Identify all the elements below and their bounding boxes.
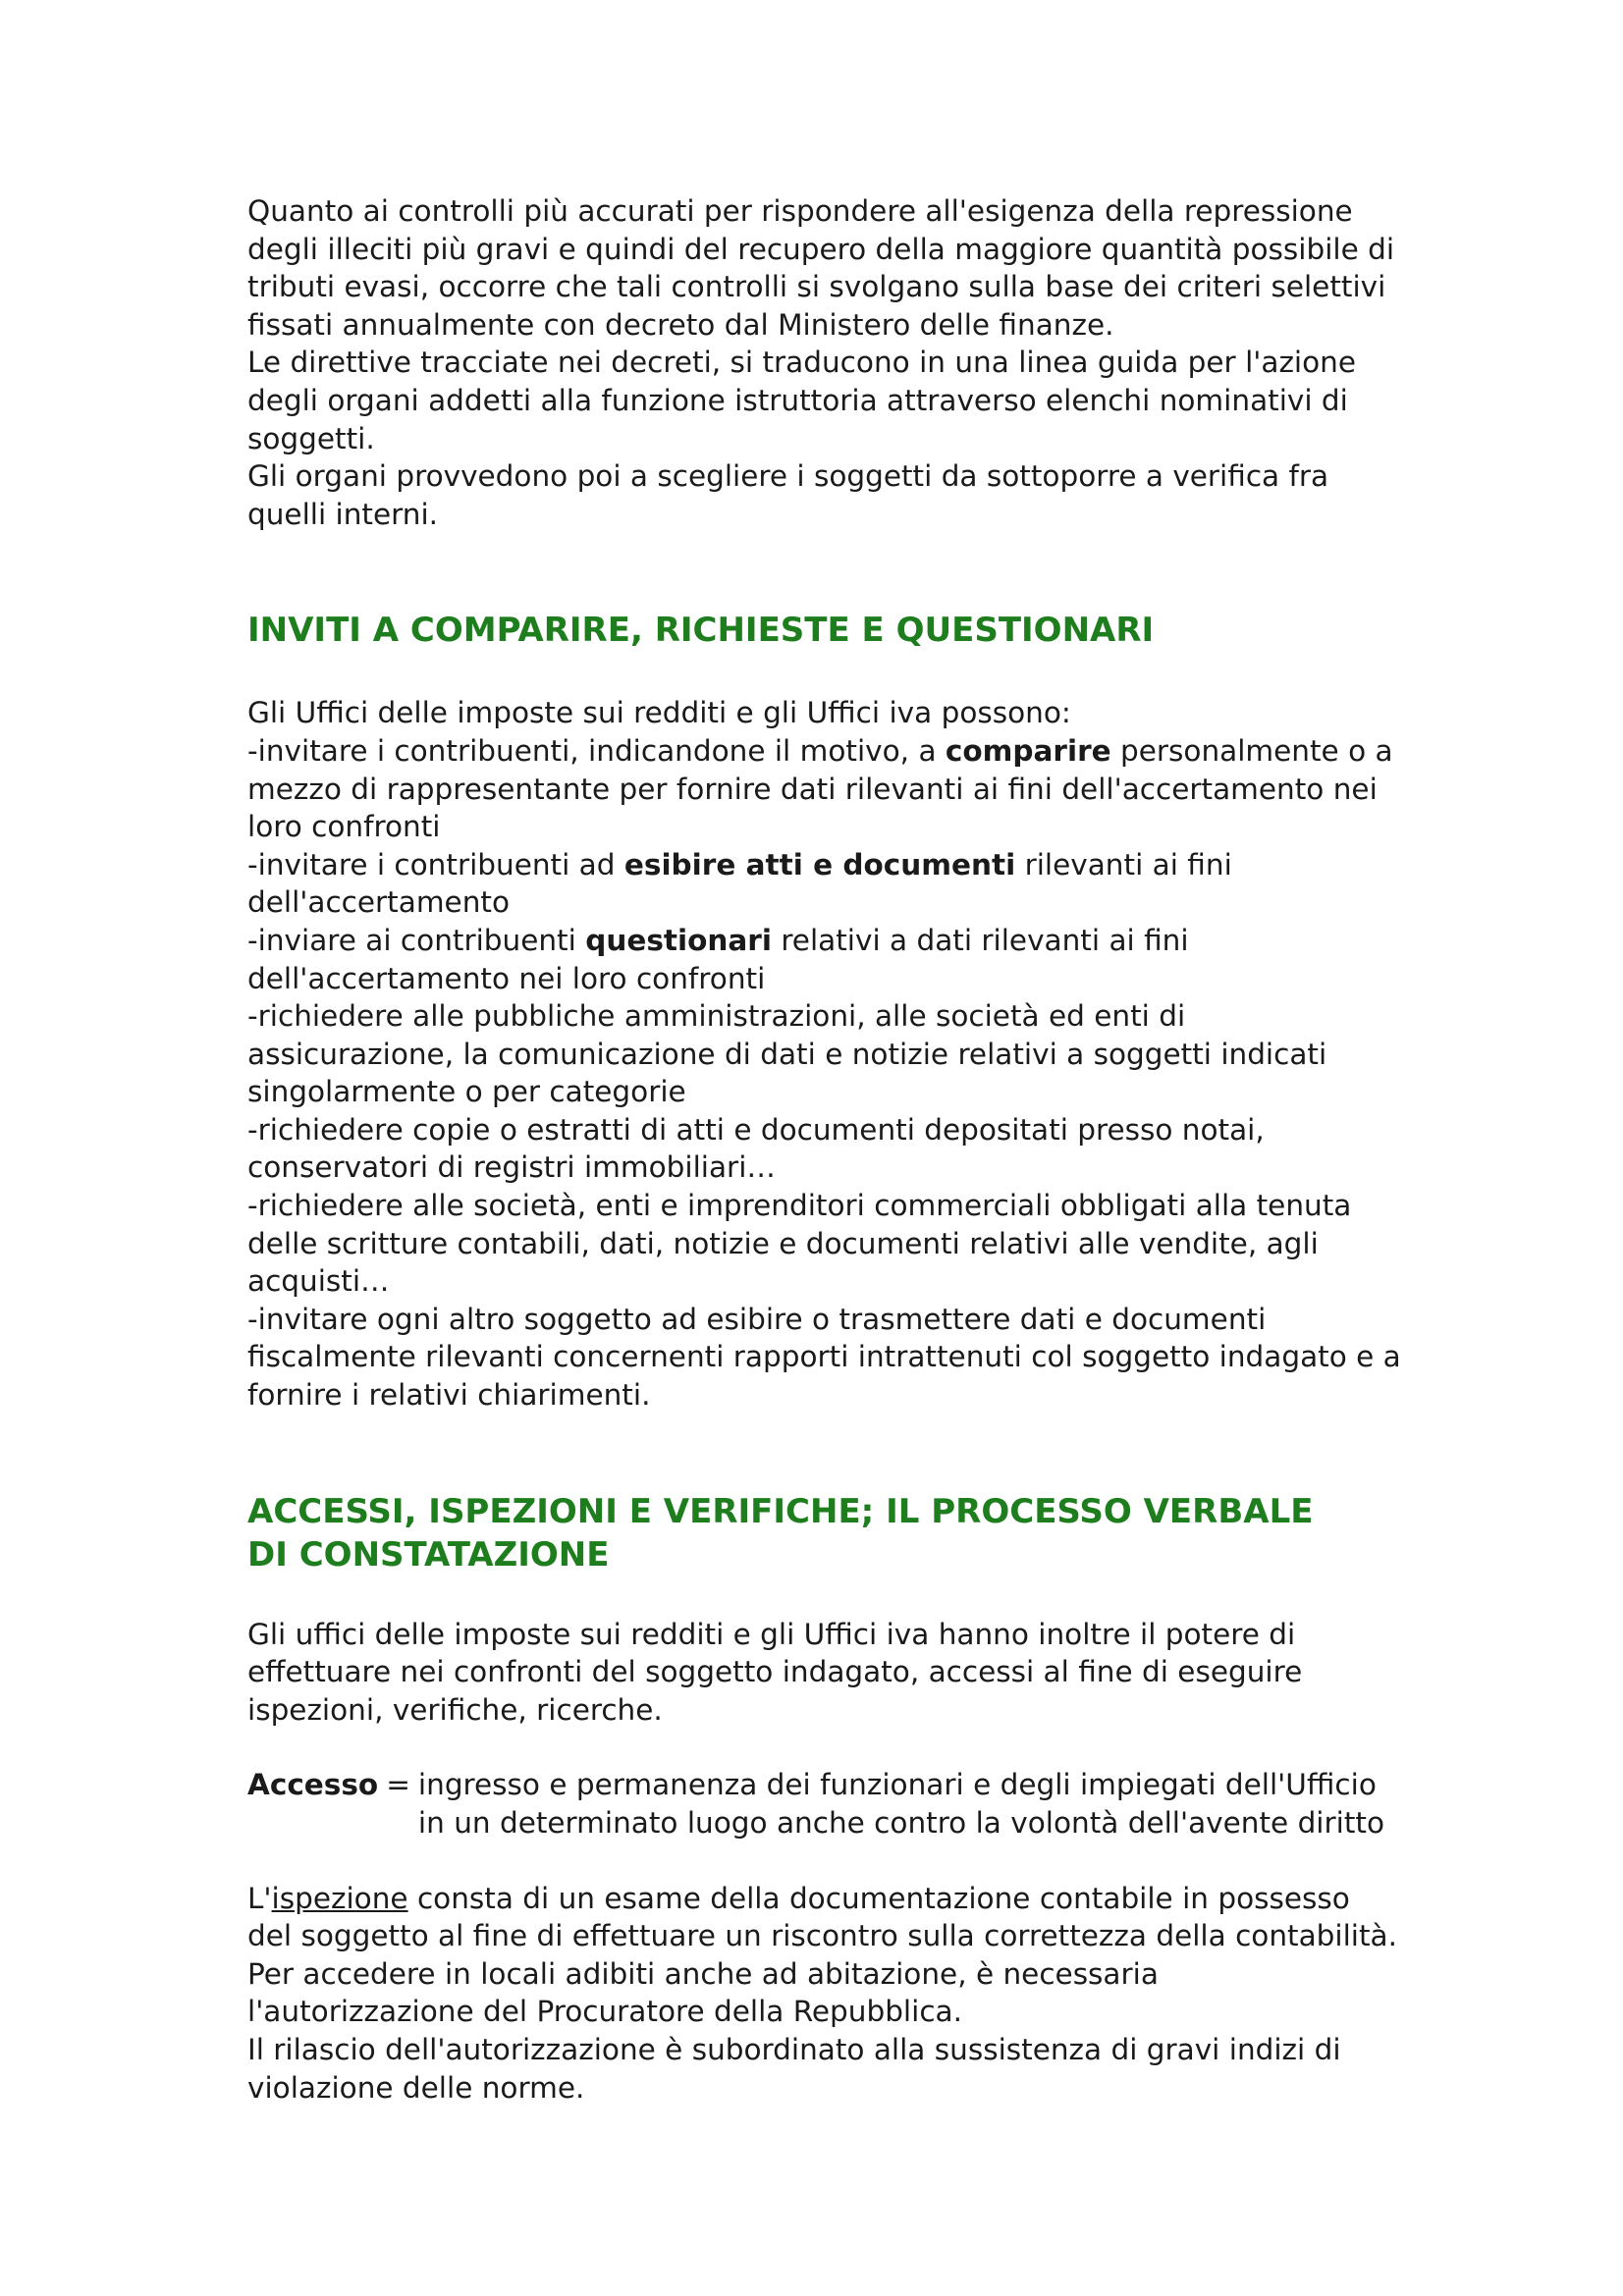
text-line: Quanto ai controlli più accurati per rispondere all'esigenza della repressione: [247, 194, 1353, 228]
text-line: -richiedere alle società, enti e imprenditori commerciali obbligati alla tenuta: [247, 1189, 1352, 1223]
document-page: [247, 192, 1401, 2107]
text-run: relativi a dati rilevanti ai fini: [771, 923, 1189, 957]
text-line: tributi evasi, occorre che tali controlli si svolgano sulla base dei criteri selettivi: [247, 270, 1386, 304]
text-line: l'autorizzazione del Procuratore della Repubblica.: [247, 1995, 962, 2029]
underlined-term: ispezione: [271, 1881, 408, 1915]
ispezione-line: [247, 1880, 1396, 1918]
text-line: -richiedere copie o estratti di atti e documenti depositati presso notai,: [247, 1112, 1265, 1147]
text-line: conservatori di registri immobiliari…: [247, 1150, 776, 1185]
text-line: -richiedere alle pubbliche amministrazioni, alle società ed enti di: [247, 999, 1186, 1034]
section-heading-accessi: [247, 1490, 1396, 1576]
definition-accesso: [247, 1766, 1396, 1842]
text-line: Per accedere in locali adibiti anche ad abitazione, è necessaria: [247, 1956, 1159, 1991]
heading-line: ACCESSI, ISPEZIONI E VERIFICHE; IL PROCESSO VERBALE: [247, 1491, 1314, 1531]
text-run: L': [247, 1881, 272, 1915]
text-line: ingresso e permanenza dei funzionari e degli impiegati dell'Ufficio: [417, 1768, 1377, 1802]
spacer: [247, 1415, 1396, 1490]
text-line: singolarmente o per categorie: [247, 1075, 686, 1109]
text-line: soggetti.: [247, 421, 375, 455]
text-run: personalmente o a: [1110, 733, 1393, 768]
text-line: fornire i relativi chiarimenti.: [247, 1378, 651, 1413]
text-line: loro confronti: [247, 810, 441, 844]
spacer: [247, 652, 1396, 694]
text-run: -inviare ai contribuenti: [247, 923, 586, 957]
heading-line: DI CONSTATAZIONE: [247, 1534, 610, 1575]
text-run: rilevanti ai fini: [1015, 847, 1232, 881]
definition-equals: =: [386, 1768, 410, 1802]
text-line: degli illeciti più gravi e quindi del recupero della maggiore quantità possibile di: [247, 232, 1395, 266]
text-line: in un determinato luogo anche contro la volontà dell'avente diritto: [417, 1806, 1385, 1840]
text-line: degli organi addetti alla funzione istruttoria attraverso elenchi nominativi di: [247, 383, 1348, 417]
intro-paragraph: [247, 192, 1396, 533]
spacer: [247, 1842, 1396, 1880]
section-accessi-ispezione: [247, 1880, 1396, 2108]
text-line: dell'accertamento nei loro confronti: [247, 961, 766, 995]
text-line: Gli uffici delle imposte sui redditi e gli Uffici iva hanno inoltre il potere di: [247, 1617, 1296, 1651]
text-line: assicurazione, la comunicazione di dati e notizie relativi a soggetti indicati: [247, 1037, 1327, 1071]
text-line: dell'accertamento: [247, 885, 511, 920]
list-item-comparire: [247, 732, 1396, 771]
definition-term: Accesso: [247, 1768, 379, 1802]
text-line: violazione delle norme.: [247, 2070, 585, 2105]
text-run: -invitare i contribuenti, indicandone il motivo, a: [247, 733, 946, 768]
text-line: effettuare nei confronti del soggetto indagato, accessi al fine di eseguire: [247, 1655, 1303, 1689]
section-accessi-intro: [247, 1616, 1396, 1730]
spacer: [247, 1729, 1396, 1766]
text-run: -invitare i contribuenti ad: [247, 847, 624, 881]
text-line: fiscalmente rilevanti concernenti rapporti intrattenuti col soggetto indagato e a: [247, 1340, 1401, 1374]
spacer: [247, 533, 1396, 609]
text-line: ispezioni, verifiche, ricerche.: [247, 1692, 663, 1727]
text-line: acquisti…: [247, 1264, 390, 1299]
list-item-questionari: [247, 922, 1396, 960]
text-line: Gli Uffici delle imposte sui redditi e gli Uffici iva possono:: [247, 696, 1071, 730]
text-line: quelli interni.: [247, 497, 439, 531]
section-inviti-body: [247, 694, 1401, 1414]
text-line: mezzo di rappresentante per fornire dati rilevanti ai fini dell'accertamento nei: [247, 772, 1378, 806]
list-item-esibire: [247, 846, 1396, 884]
text-line: Le direttive tracciate nei decreti, si traducono in una linea guida per l'azione: [247, 346, 1357, 380]
definition-body: [418, 1766, 1384, 1842]
section-heading-inviti: INVITI A COMPARIRE, RICHIESTE E QUESTIONARI: [247, 611, 1155, 651]
spacer: [247, 1576, 1396, 1616]
text-line: Il rilascio dell'autorizzazione è subordinato alla sussistenza di gravi indizi di: [247, 2032, 1341, 2066]
text-line: delle scritture contabili, dati, notizie e documenti relativi alle vendite, agli: [247, 1226, 1319, 1260]
text-run: consta di un esame della documentazione contabile in possesso: [407, 1881, 1350, 1915]
bold-term: esibire atti e documenti: [623, 847, 1016, 881]
bold-term: questionari: [585, 923, 772, 957]
text-line: Gli organi provvedono poi a scegliere i soggetti da sottoporre a verifica fra: [247, 459, 1329, 494]
bold-term: comparire: [945, 733, 1111, 768]
text-line: del soggetto al fine di effettuare un riscontro sulla correttezza della contabilità.: [247, 1919, 1398, 1953]
text-line: fissati annualmente con decreto dal Ministero delle finanze.: [247, 307, 1114, 342]
text-line: -invitare ogni altro soggetto ad esibire o trasmettere dati e documenti: [247, 1302, 1267, 1336]
